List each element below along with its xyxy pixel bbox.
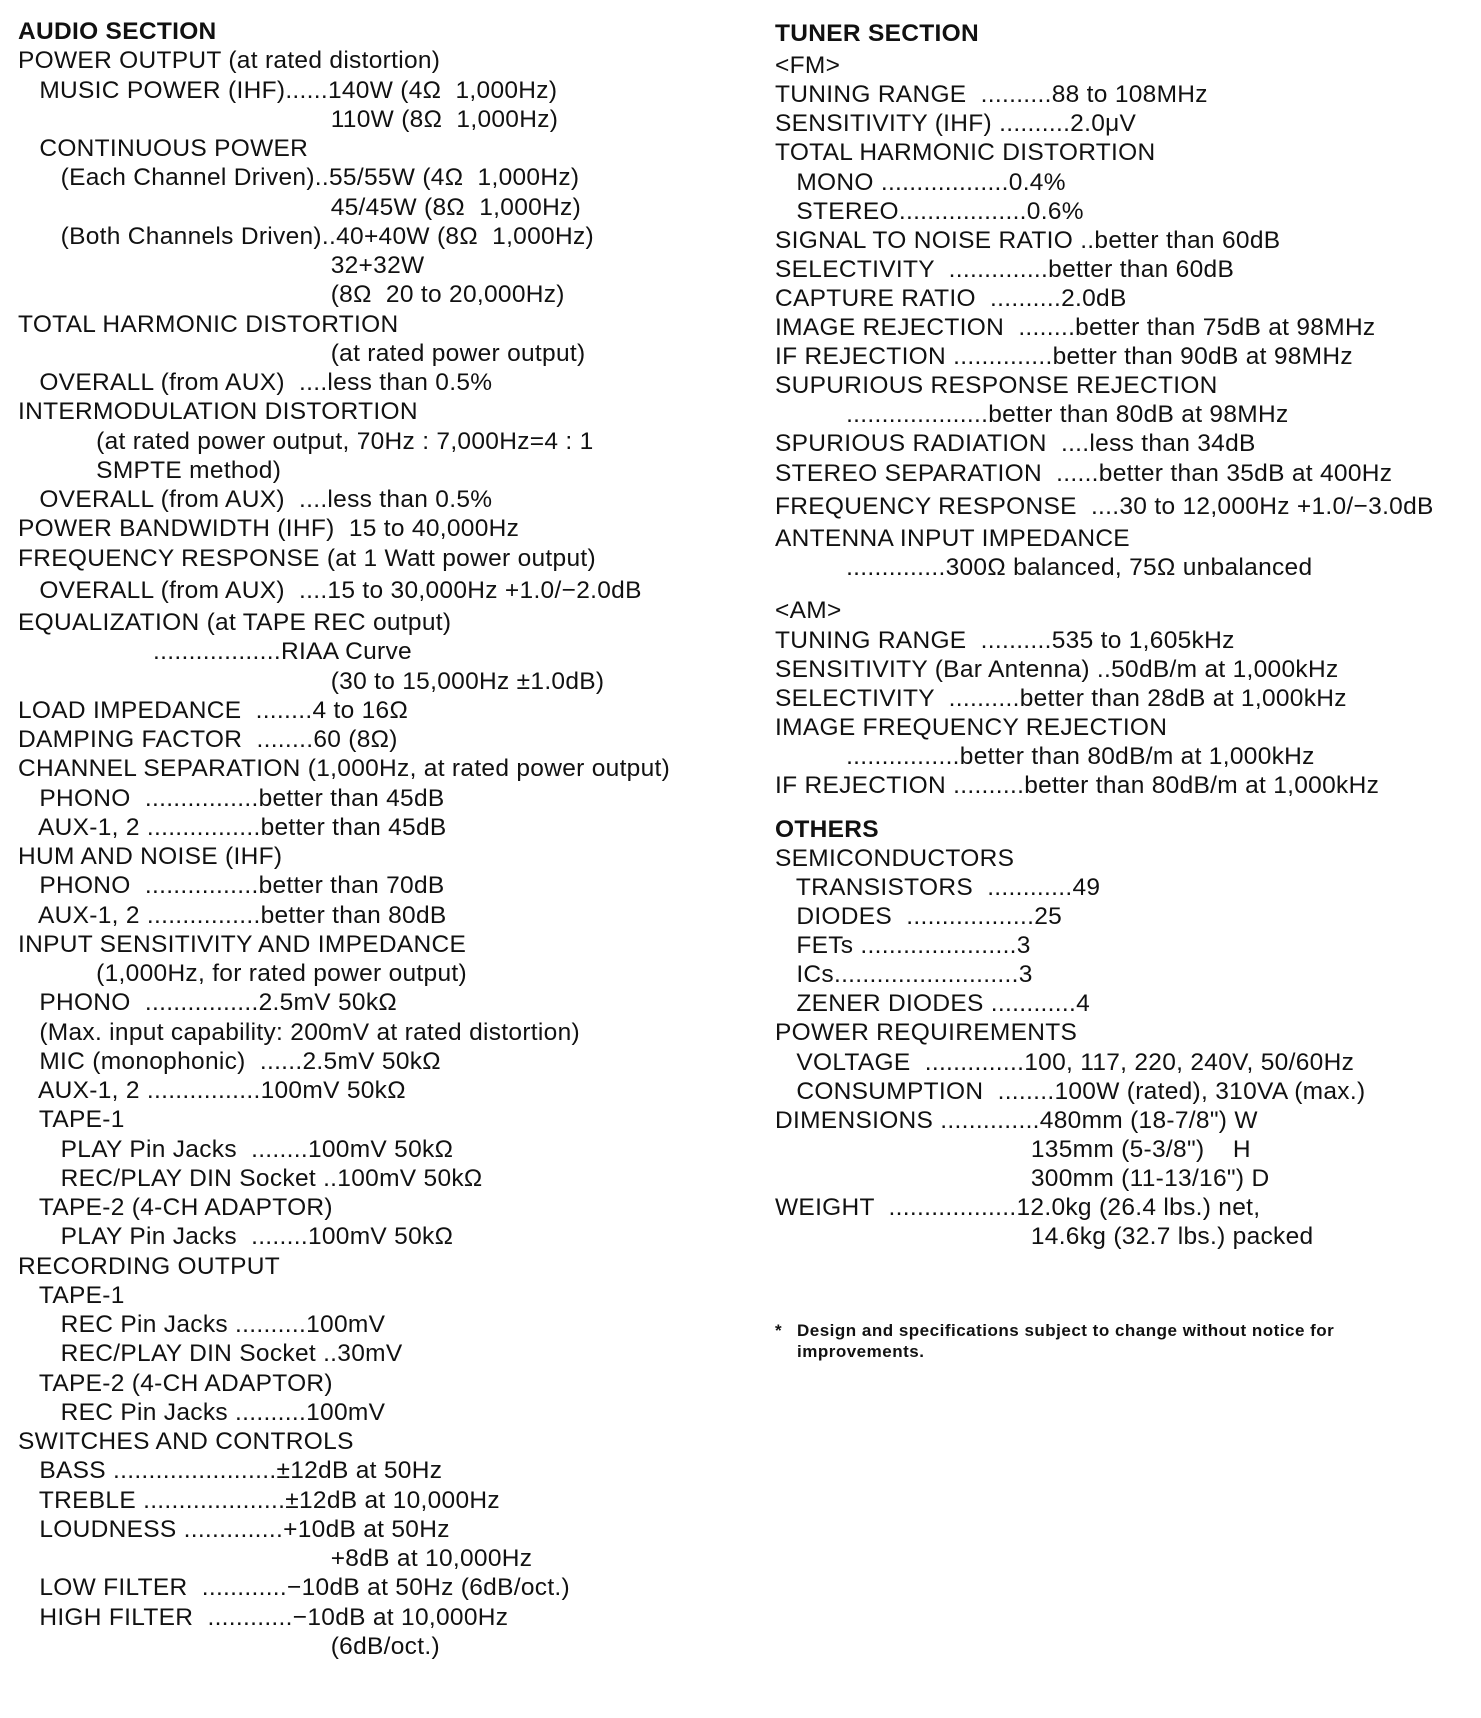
footnote-text: Design and specifications subject to change without notice for improvements. <box>797 1321 1335 1361</box>
spec-line: SENSITIVITY (Bar Antenna) ..50dB/m at 1,000kHz <box>775 655 1339 683</box>
spec-line: PLAY Pin Jacks ........100mV 50kΩ <box>18 1135 454 1163</box>
spec-line: STEREO SEPARATION ......better than 35dB at 400Hz <box>775 459 1393 487</box>
spec-line: (at rated power output, 70Hz : 7,000Hz=4 : 1 <box>18 427 594 455</box>
spec-line: IMAGE REJECTION ........better than 75dB at 98MHz <box>775 314 1376 341</box>
spec-line: 300mm (11-13/16") D <box>775 1164 1270 1192</box>
spec-line: (at rated power output) <box>18 339 586 367</box>
spec-line: (6dB/oct.) <box>18 1632 440 1660</box>
spec-line: ANTENNA INPUT IMPEDANCE <box>775 524 1130 552</box>
spec-line: CAPTURE RATIO ..........2.0dB <box>775 284 1127 312</box>
spec-line: FREQUENCY RESPONSE (at 1 Watt power output) <box>18 544 596 572</box>
spec-line: AUX-1, 2 ................better than 45dB <box>18 813 447 841</box>
spec-line: SIGNAL TO NOISE RATIO ..better than 60dB <box>775 226 1281 254</box>
spec-line: (Both Channels Driven)..40+40W (8Ω 1,000Hz) <box>18 222 594 250</box>
spec-line: SENSITIVITY (IHF) ..........2.0μV <box>775 110 1137 138</box>
spec-line: VOLTAGE ..............100, 117, 220, 240V, 50/60Hz <box>775 1048 1355 1076</box>
spec-line: SMPTE method) <box>18 456 282 484</box>
spec-line: PHONO ................better than 45dB <box>18 784 445 812</box>
spec-line: TOTAL HARMONIC DISTORTION <box>775 139 1156 167</box>
spec-line: 135mm (5-3/8") H <box>775 1135 1251 1163</box>
spec-line: TUNING RANGE ..........535 to 1,605kHz <box>775 626 1235 654</box>
spec-line: SELECTIVITY ..............better than 60dB <box>775 255 1235 283</box>
spec-line: CONSUMPTION ........100W (rated), 310VA (max.) <box>775 1077 1366 1105</box>
spec-line: SUPURIOUS RESPONSE REJECTION <box>775 372 1218 400</box>
spec-line: (8Ω 20 to 20,000Hz) <box>18 281 565 309</box>
section-heading: TUNER SECTION <box>775 20 979 47</box>
section-heading: AUDIO SECTION <box>18 18 217 45</box>
spec-line: IMAGE FREQUENCY REJECTION <box>775 713 1168 741</box>
spec-line: TUNING RANGE ..........88 to 108MHz <box>775 81 1208 109</box>
section-heading: OTHERS <box>775 815 879 843</box>
spec-line: MUSIC POWER (IHF)......140W (4Ω 1,000Hz) <box>18 76 558 104</box>
spec-line: REC/PLAY DIN Socket ..30mV <box>18 1340 403 1368</box>
spec-line: SWITCHES AND CONTROLS <box>18 1428 354 1455</box>
spec-line: FREQUENCY RESPONSE ....30 to 12,000Hz +1.0/−3.0dB <box>775 492 1434 520</box>
spec-line: PHONO ................better than 70dB <box>18 872 445 900</box>
spec-line: DIMENSIONS ..............480mm (18-7/8") W <box>775 1106 1258 1134</box>
spec-line: ................better than 80dB/m at 1,000kHz <box>775 742 1315 770</box>
spec-line: REC Pin Jacks ..........100mV <box>18 1311 386 1338</box>
footnote-asterisk: * <box>775 1321 783 1340</box>
spec-line: <AM> <box>775 597 842 625</box>
spec-line: MONO ..................0.4% <box>775 168 1066 196</box>
spec-line: OVERALL (from AUX) ....less than 0.5% <box>18 486 493 513</box>
spec-line: REC/PLAY DIN Socket ..100mV 50kΩ <box>18 1164 483 1192</box>
spec-line: TAPE-1 <box>18 1106 125 1134</box>
spec-line: AUX-1, 2 ................better than 80dB <box>18 901 447 929</box>
spec-line: HIGH FILTER ............−10dB at 10,000Hz <box>18 1603 509 1631</box>
spec-line: HUM AND NOISE (IHF) <box>18 843 283 870</box>
spec-line: TOTAL HARMONIC DISTORTION <box>18 310 399 338</box>
spec-line: CONTINUOUS POWER <box>18 135 309 162</box>
spec-line: IF REJECTION ..............better than 90dB at 98MHz <box>775 343 1353 371</box>
spec-line: ..............300Ω balanced, 75Ω unbalanced <box>775 553 1313 581</box>
spec-line: POWER OUTPUT (at rated distortion) <box>18 47 441 75</box>
spec-line: STEREO..................0.6% <box>775 197 1084 225</box>
spec-line: OVERALL (from AUX) ....less than 0.5% <box>18 369 493 396</box>
spec-line: LOW FILTER ............−10dB at 50Hz (6dB/oct.) <box>18 1574 570 1602</box>
spec-line: TREBLE ....................±12dB at 10,000Hz <box>18 1486 500 1514</box>
spec-line: PHONO ................2.5mV 50kΩ <box>18 989 398 1017</box>
spec-line: MIC (monophonic) ......2.5mV 50kΩ <box>18 1047 441 1075</box>
spec-line: 110W (8Ω 1,000Hz) <box>18 105 559 133</box>
spec-line: ZENER DIODES ............4 <box>775 990 1091 1018</box>
spec-line: TRANSISTORS ............49 <box>775 873 1101 901</box>
spec-line: 45/45W (8Ω 1,000Hz) <box>18 193 582 221</box>
specification-footnote <box>775 1320 1455 1362</box>
spec-line: CHANNEL SEPARATION (1,000Hz, at rated power output) <box>18 755 671 783</box>
spec-line: BASS .......................±12dB at 50Hz <box>18 1457 443 1485</box>
spec-line: AUX-1, 2 ................100mV 50kΩ <box>18 1077 406 1104</box>
spec-line: EQUALIZATION (at TAPE REC output) <box>18 609 452 636</box>
spec-line: WEIGHT ..................12.0kg (26.4 lbs.) net, <box>775 1194 1261 1221</box>
spec-line: PLAY Pin Jacks ........100mV 50kΩ <box>18 1223 454 1251</box>
spec-line: (Max. input capability: 200mV at rated distortion) <box>18 1018 580 1046</box>
spec-line: (1,000Hz, for rated power output) <box>18 960 467 987</box>
spec-line: (Each Channel Driven)..55/55W (4Ω 1,000Hz) <box>18 164 580 192</box>
spec-line: ....................better than 80dB at 98MHz <box>775 401 1289 429</box>
spec-line: RECORDING OUTPUT <box>18 1252 281 1280</box>
spec-line: INTERMODULATION DISTORTION <box>18 398 418 426</box>
spec-line: TAPE-2 (4-CH ADAPTOR) <box>18 1194 333 1221</box>
spec-line: POWER REQUIREMENTS <box>775 1019 1078 1047</box>
spec-line: TAPE-1 <box>18 1281 125 1309</box>
spec-line: DIODES ..................25 <box>775 903 1063 930</box>
spec-line: (30 to 15,000Hz ±1.0dB) <box>18 667 605 695</box>
spec-line: LOUDNESS ..............+10dB at 50Hz <box>18 1515 450 1543</box>
spec-line: SPURIOUS RADIATION ....less than 34dB <box>775 430 1256 458</box>
spec-line: 32+32W <box>18 252 425 279</box>
spec-line: +8dB at 10,000Hz <box>18 1545 533 1572</box>
spec-line: POWER BANDWIDTH (IHF) 15 to 40,000Hz <box>18 515 520 543</box>
spec-line: OVERALL (from AUX) ....15 to 30,000Hz +1.0/−2.0dB <box>18 576 642 604</box>
spec-line: DAMPING FACTOR ........60 (8Ω) <box>18 726 398 753</box>
spec-line: SEMICONDUCTORS <box>775 844 1015 872</box>
spec-line: ICs..........................3 <box>775 961 1033 989</box>
spec-line: IF REJECTION ..........better than 80dB/m at 1,000kHz <box>775 772 1380 800</box>
spec-line: LOAD IMPEDANCE ........4 to 16Ω <box>18 696 409 724</box>
spec-line: SELECTIVITY ..........better than 28dB at 1,000kHz <box>775 684 1347 712</box>
spec-line: REC Pin Jacks ..........100mV <box>18 1398 386 1426</box>
spec-line: INPUT SENSITIVITY AND IMPEDANCE <box>18 930 467 958</box>
spec-line: 14.6kg (32.7 lbs.) packed <box>775 1223 1314 1251</box>
spec-line: FETs ......................3 <box>775 932 1031 960</box>
spec-line: TAPE-2 (4-CH ADAPTOR) <box>18 1369 333 1397</box>
spec-line: ..................RIAA Curve <box>18 638 412 666</box>
spec-line: <FM> <box>775 52 841 80</box>
